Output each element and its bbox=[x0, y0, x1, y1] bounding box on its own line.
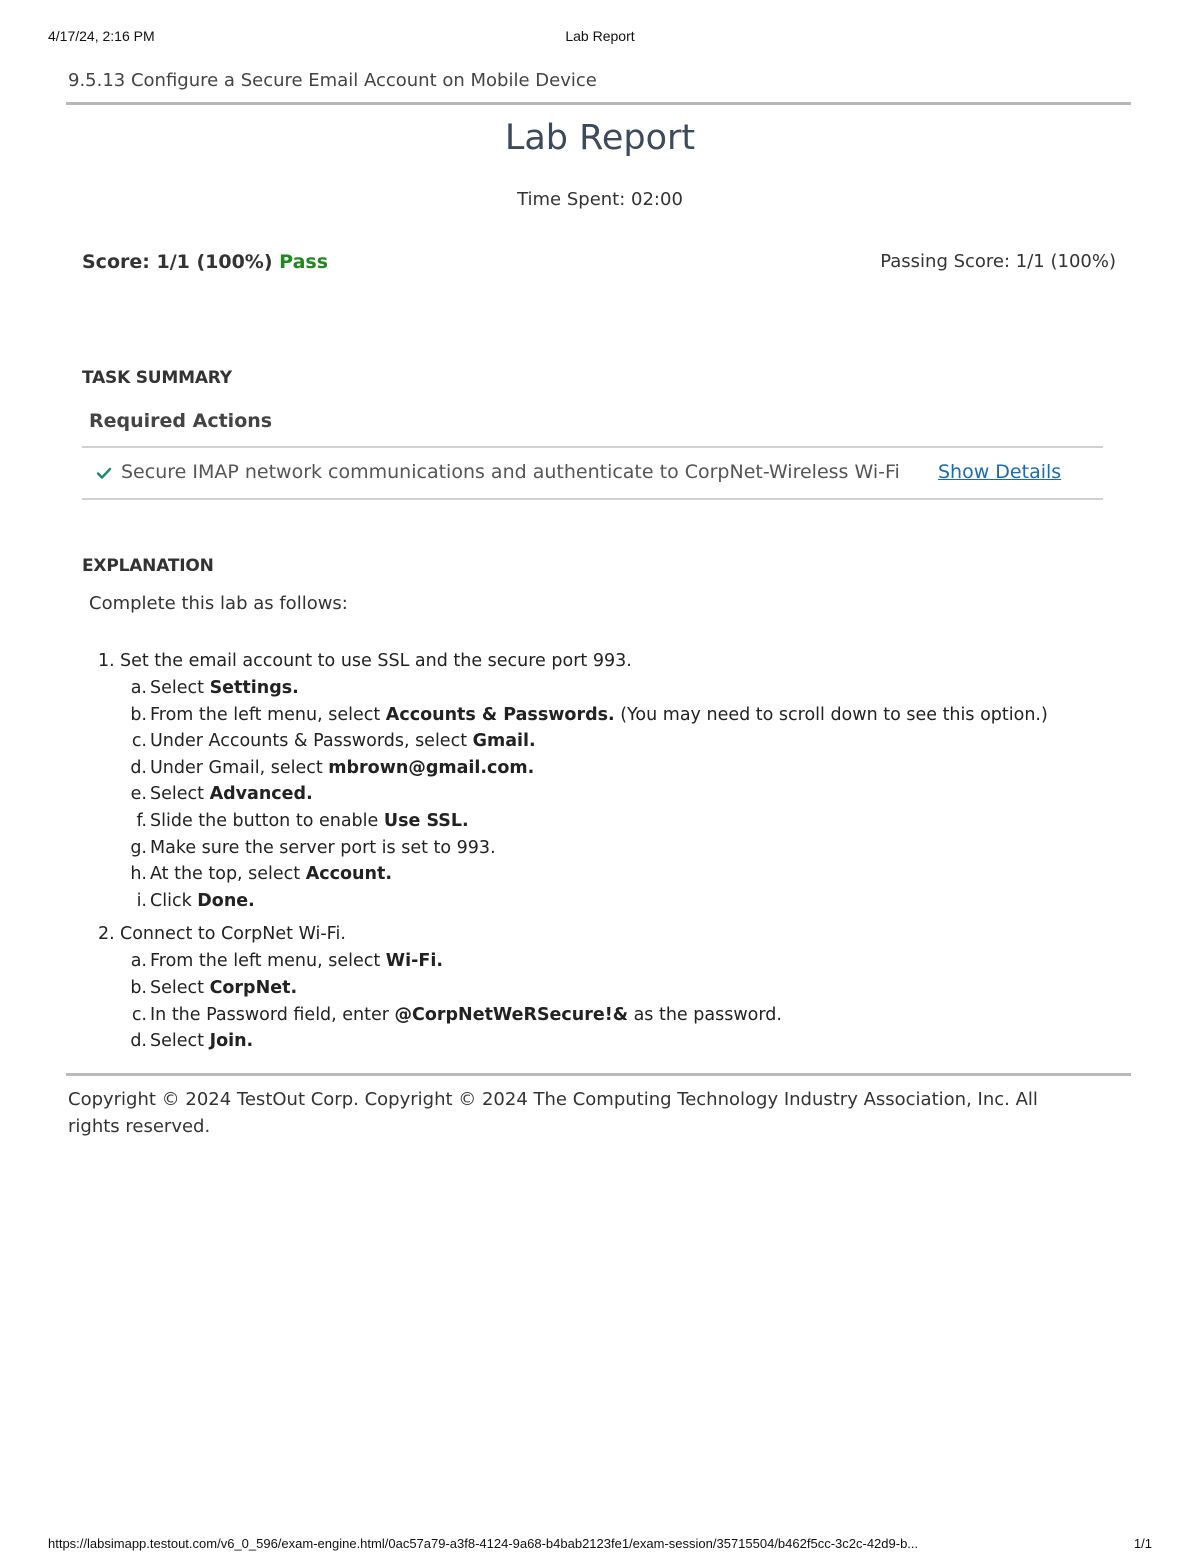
substep: f. Slide the button to enable Use SSL. bbox=[136, 810, 469, 831]
step-line bbox=[98, 921, 1048, 948]
footer-divider bbox=[66, 1073, 1131, 1076]
step-number: 2. bbox=[98, 924, 115, 945]
substep: h. At the top, select Account. bbox=[130, 864, 392, 885]
page-title: 9.5.13 Configure a Secure Email Account on Mobile Device bbox=[68, 70, 597, 91]
pass-status-badge: Pass bbox=[279, 251, 329, 273]
print-title: Lab Report bbox=[565, 28, 635, 44]
required-actions-divider bbox=[82, 446, 1103, 448]
task-summary-heading: TASK SUMMARY bbox=[82, 368, 232, 388]
explanation-intro: Complete this lab as follows: bbox=[89, 593, 348, 614]
required-action-text: Secure IMAP network communications and authenticate to CorpNet-Wireless Wi-Fi bbox=[121, 461, 900, 483]
substep: c. In the Password field, enter @CorpNetWeRSecure!& as the password. bbox=[131, 1004, 782, 1025]
substep: a. From the left menu, select Wi-Fi. bbox=[130, 951, 443, 972]
print-page-number: 1/1 bbox=[1133, 1536, 1152, 1551]
substep: d. Under Gmail, select mbrown@gmail.com. bbox=[130, 757, 535, 778]
step-number: 1. bbox=[98, 651, 115, 671]
explanation-heading: EXPLANATION bbox=[82, 556, 214, 576]
substep: a. Select Settings. bbox=[130, 678, 299, 698]
required-action-row bbox=[95, 461, 1095, 487]
required-actions-heading: Required Actions bbox=[89, 410, 273, 432]
score-label: Score: 1/1 (100%) bbox=[82, 251, 273, 273]
score bbox=[82, 251, 328, 273]
substep: e. Select Advanced. bbox=[130, 784, 313, 805]
print-date: 4/17/24, 2:16 PM bbox=[48, 28, 155, 44]
checkmark-icon bbox=[95, 464, 113, 482]
print-footer bbox=[48, 1536, 1152, 1554]
print-header bbox=[48, 28, 1152, 48]
required-actions-divider-bottom bbox=[82, 498, 1103, 500]
substep: i. Click Done. bbox=[136, 890, 255, 911]
substep: c. Under Accounts & Passwords, select Gmail. bbox=[131, 731, 536, 752]
substep: b. From the left menu, select Accounts & Passwords. (You may need to scroll down to see this option.) bbox=[130, 704, 1048, 725]
substep: d. Select Join. bbox=[130, 1031, 254, 1052]
substep: b. Select CorpNet. bbox=[130, 977, 298, 998]
step-text: Connect to CorpNet Wi-Fi. bbox=[120, 924, 346, 945]
step-line bbox=[98, 648, 1048, 675]
step-item bbox=[98, 921, 1048, 1054]
report-title: Lab Report bbox=[504, 118, 696, 158]
step-item bbox=[98, 648, 1048, 914]
passing-score: Passing Score: 1/1 (100%) bbox=[880, 251, 1116, 272]
substep: g. Make sure the server port is set to 993. bbox=[130, 837, 496, 858]
copyright-text: Copyright © 2024 TestOut Corp. Copyright © 2024 The Computing Technology Industry Association, Inc. All rights reserved. bbox=[68, 1089, 1038, 1137]
show-details-link[interactable]: Show Details bbox=[938, 461, 1062, 483]
print-url: https://labsimapp.testout.com/v6_0_596/exam-engine.html/0ac57a79-a3f8-4124-9a68-b4bab2123fe1/exam-session/35715504/b462f5cc-3c2c-42d9-b... bbox=[48, 1536, 919, 1551]
steps-list bbox=[98, 648, 1048, 1055]
time-spent: Time Spent: 02:00 bbox=[517, 189, 683, 210]
header-divider bbox=[66, 102, 1131, 105]
step-text: Set the email account to use SSL and the secure port 993. bbox=[120, 651, 632, 671]
